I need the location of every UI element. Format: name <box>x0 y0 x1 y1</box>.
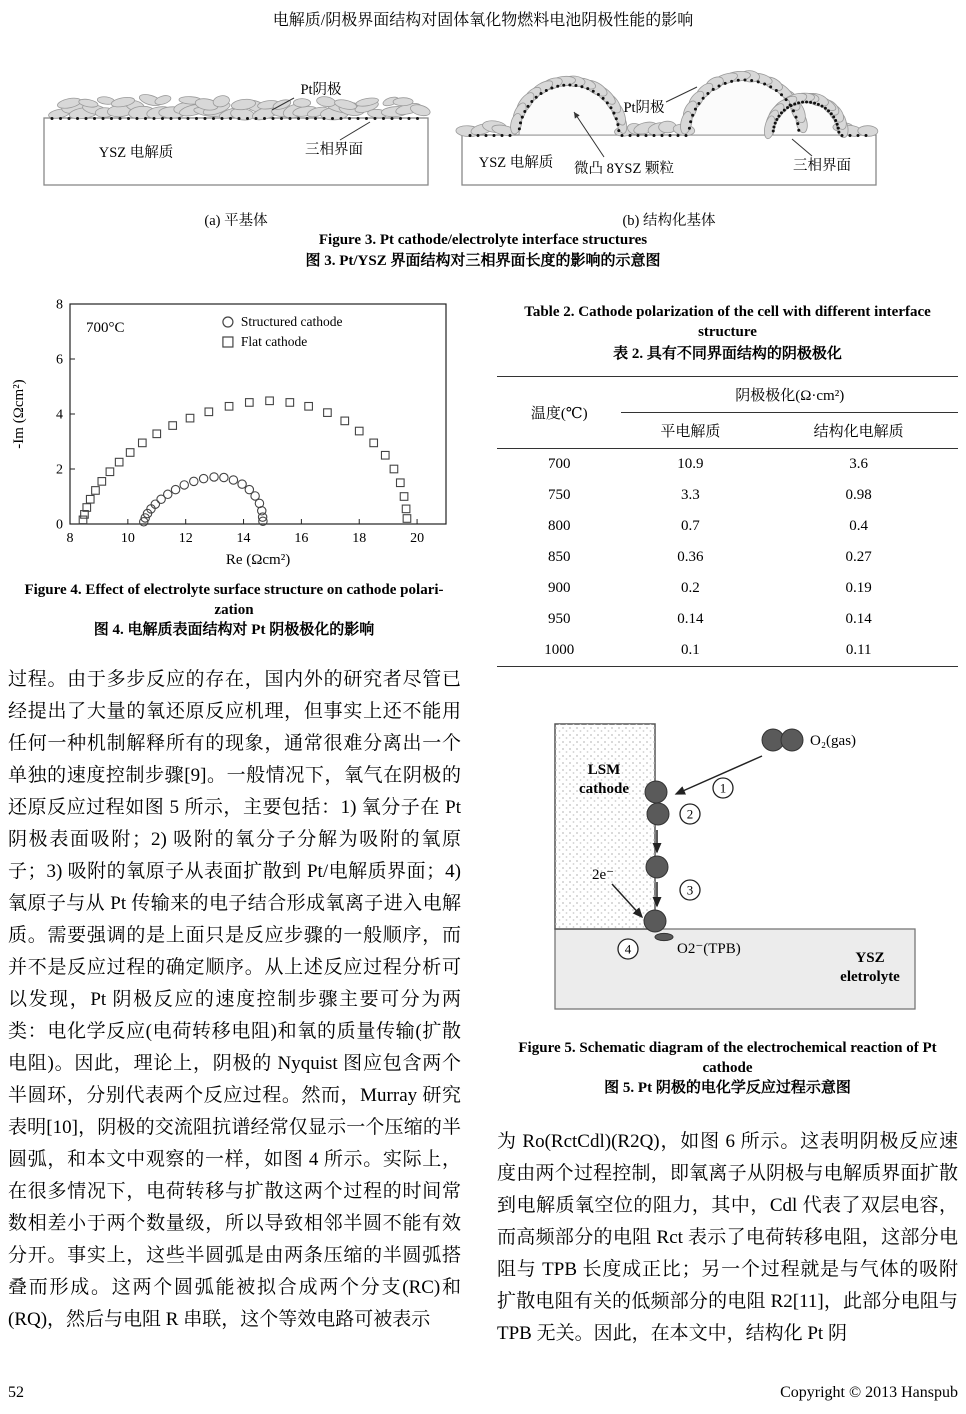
data-point <box>397 479 405 487</box>
data-point <box>238 480 246 488</box>
table-cell: 750 <box>547 487 571 503</box>
data-point <box>402 505 410 513</box>
col-header-flat: 平电解质 <box>621 413 759 449</box>
tpb-dot <box>805 101 808 104</box>
pt-particle <box>293 99 310 107</box>
tpb-dot <box>597 93 600 96</box>
data-point <box>341 417 349 425</box>
table-cell: 900 <box>547 580 571 596</box>
tpb-dot <box>93 117 96 120</box>
table-cell: 800 <box>547 518 571 534</box>
tpb-dot <box>545 89 548 92</box>
table-cell: 0.27 <box>845 549 872 565</box>
tpb-dot <box>562 84 565 87</box>
tpb-dot <box>780 111 783 114</box>
tpb-dot <box>272 117 275 120</box>
tpb-dot <box>775 89 778 92</box>
step-2-marker <box>680 804 700 824</box>
tpb-dot <box>645 134 648 137</box>
tpb-dot <box>586 87 589 90</box>
tpb-dot <box>170 117 173 120</box>
tpb-dot <box>314 117 317 120</box>
x-tick-label: 14 <box>236 531 251 546</box>
table-cell: 0.19 <box>845 580 872 596</box>
tpb-dot <box>796 122 799 125</box>
svg-text:4: 4 <box>624 941 632 957</box>
figure3-panel-a <box>36 40 436 230</box>
tpb-dot <box>612 112 615 115</box>
tpb-dot <box>255 117 258 120</box>
svg-text:3: 3 <box>686 882 694 898</box>
col-header-group: 阴极极化(Ω·cm²) <box>621 377 958 413</box>
x-tick-label: 10 <box>120 531 135 546</box>
table-row <box>497 511 958 542</box>
adsorbed-oxygen <box>647 803 669 825</box>
particle-label: 微凸 8YSZ 颗粒 <box>574 161 674 177</box>
tpb-dot <box>691 114 694 117</box>
table-cell: 0.98 <box>845 487 872 503</box>
tpb-dot <box>521 116 524 119</box>
tpb-dot <box>629 134 632 137</box>
o2-gas-label: O₂(gas) <box>810 733 857 749</box>
data-point <box>266 397 274 405</box>
legend-marker-square <box>223 337 233 347</box>
tpb-dot <box>775 118 778 121</box>
step-4-marker <box>618 939 638 959</box>
copyright: Copyright © 2013 Hanspub <box>780 1384 958 1401</box>
data-point <box>86 495 94 503</box>
data-point <box>381 451 389 459</box>
tpb-dot <box>743 79 746 82</box>
tpb-dot <box>365 117 368 120</box>
tpb-dot <box>357 117 360 120</box>
data-point <box>390 465 398 473</box>
nyquist-chart <box>8 294 460 572</box>
tpb-dot <box>685 134 688 137</box>
data-point <box>370 439 378 447</box>
panel-a-caption: (a) 平基体 <box>204 213 268 229</box>
y-tick-label: 8 <box>56 297 63 313</box>
tpb-dot <box>374 117 377 120</box>
tpb-dot <box>677 134 680 137</box>
tpb-dot <box>229 117 232 120</box>
data-point <box>229 476 237 484</box>
tpb-dot <box>161 117 164 120</box>
table-cell: 0.7 <box>681 518 700 534</box>
tpb-dot <box>792 109 795 112</box>
oxygen-ion <box>655 933 673 940</box>
tpb-dot <box>340 117 343 120</box>
x-tick-label: 18 <box>352 531 367 546</box>
figure3-caption-zh: 图 3. Pt/YSZ 界面结构对三相界面长度的影响的示意图 <box>305 253 661 269</box>
data-point <box>169 422 177 430</box>
ysz-label: YSZ 电解质 <box>478 155 554 171</box>
tpb-dot <box>535 96 538 99</box>
pt-particle <box>858 125 878 136</box>
data-point <box>286 399 294 407</box>
tpb-dot <box>76 117 79 120</box>
data-point <box>220 473 228 481</box>
col-header-temp: 温度(℃) <box>497 377 621 449</box>
data-point <box>92 487 100 495</box>
table2-block <box>497 302 958 667</box>
data-point <box>205 408 213 416</box>
tpb-dot <box>68 117 71 120</box>
figure3-panel-a-diagram <box>36 40 436 202</box>
tpb-dot <box>757 80 760 83</box>
tpb-dot <box>824 107 827 110</box>
tpb-dot <box>769 85 772 88</box>
temperature-annotation: 700°C <box>86 320 125 336</box>
svg-text:1: 1 <box>719 780 727 796</box>
tpb-label: 三相界面 <box>793 158 851 174</box>
tpb-dot <box>382 117 385 120</box>
tpb-dot <box>416 117 419 120</box>
tpb-dot <box>602 97 605 100</box>
svg-text:2: 2 <box>686 806 694 822</box>
tpb-dot <box>399 117 402 120</box>
data-point <box>171 485 179 493</box>
tpb-dot <box>136 117 139 120</box>
step-3-marker <box>680 880 700 900</box>
data-point <box>305 403 313 411</box>
tpb-dot <box>102 117 105 120</box>
y-axis-label: -Im (Ωcm²) <box>11 379 27 449</box>
figure5-caption-en: Figure 5. Schematic diagram of the electrochemical reaction of Pt cathode <box>518 1040 937 1076</box>
tpb-dot <box>813 102 816 105</box>
figure3 <box>36 40 932 230</box>
tpb-dot <box>59 117 62 120</box>
tpb-dot <box>127 117 130 120</box>
tpb-dot <box>153 117 156 120</box>
step-1-marker <box>713 778 733 798</box>
tpb-dot <box>817 103 820 106</box>
data-point <box>180 481 188 489</box>
tpb-dot <box>519 121 522 124</box>
page-number: 52 <box>8 1384 24 1401</box>
tpb-dot <box>712 88 715 91</box>
tpb-dot <box>841 134 844 137</box>
tpb-dot <box>669 134 672 137</box>
table2-title-en: Table 2. Cathode polarization of the cell with different interface structure <box>524 304 931 340</box>
table-cell: 3.3 <box>681 487 700 503</box>
table-cell: 850 <box>547 549 571 565</box>
legend-label: Flat cathode <box>240 334 308 349</box>
tpb-dot <box>297 117 300 120</box>
y-tick-label: 0 <box>56 517 63 533</box>
table-cell: 10.9 <box>677 456 704 472</box>
table-cell: 700 <box>547 456 571 472</box>
tpb-dot <box>408 117 411 120</box>
tpb-dot <box>797 129 800 132</box>
tpb-dot <box>144 117 147 120</box>
tpb-dot <box>750 79 753 82</box>
tpb-dot <box>615 117 618 120</box>
tpb-dot <box>689 120 692 123</box>
lsm-label-line1: LSM <box>587 762 621 778</box>
table-cell: 0.2 <box>681 580 700 596</box>
tpb-dot <box>509 134 512 137</box>
col-header-structured: 结构化电解质 <box>759 413 958 449</box>
tpb-dot <box>702 97 705 100</box>
data-point <box>98 478 106 486</box>
table-cell: 3.6 <box>849 456 869 472</box>
tpb-dot <box>540 92 543 95</box>
tpb-dot <box>469 134 472 137</box>
data-point <box>126 449 134 457</box>
tpb-dot <box>865 134 868 137</box>
tpb-dot <box>485 134 488 137</box>
tpb-dot <box>836 123 839 126</box>
tpb-dot <box>697 102 700 105</box>
tpb-dot <box>518 127 521 130</box>
data-point <box>153 430 161 438</box>
tpb-dot <box>772 129 775 132</box>
table-row <box>497 449 958 481</box>
tpb-dot <box>621 134 624 137</box>
tpb-dot <box>827 109 830 112</box>
table-cell: 0.4 <box>849 518 869 534</box>
x-tick-label: 12 <box>178 531 193 546</box>
oxygen-at-tpb <box>644 910 666 932</box>
tpb-dot <box>119 117 122 120</box>
panel-b-caption: (b) 结构化基体 <box>622 213 716 229</box>
tpb-dot <box>204 117 207 120</box>
tpb-dot <box>323 117 326 120</box>
tpb-dot <box>857 134 860 137</box>
tpb-dot <box>617 129 620 132</box>
data-point <box>210 473 218 481</box>
data-point <box>355 427 363 435</box>
data-point <box>186 414 194 422</box>
tpb-dot <box>238 117 241 120</box>
table-row <box>497 604 958 635</box>
lsm-label-line2: cathode <box>579 781 629 797</box>
tpb-dot <box>616 123 619 126</box>
tpb-dot <box>737 79 740 82</box>
tpb-dot <box>556 85 559 88</box>
ysz-label-line1: YSZ <box>855 950 885 966</box>
tpb-dot <box>694 108 697 111</box>
adsorbed-oxygen <box>645 781 667 803</box>
data-point <box>199 474 207 482</box>
pt-cathode-label: Pt阴极 <box>300 82 342 98</box>
lsm-cathode-texture <box>555 724 655 929</box>
tpb-dot <box>609 106 612 109</box>
tpb-dot <box>786 106 789 109</box>
x-tick-label: 8 <box>66 531 74 546</box>
figure3-panel-b <box>454 40 884 230</box>
y-tick-label: 6 <box>56 352 63 368</box>
tpb-dot <box>568 84 571 87</box>
table-row <box>497 635 958 667</box>
data-point <box>106 468 114 476</box>
legend-label: Structured cathode <box>240 314 343 329</box>
data-point <box>190 477 198 485</box>
x-tick-label: 16 <box>294 531 309 546</box>
data-point <box>164 490 172 498</box>
oxygen-atom <box>646 856 668 878</box>
tpb-dot <box>280 117 283 120</box>
tpb-dot <box>797 101 800 104</box>
tpb-dot <box>795 116 798 119</box>
figure4-caption-zh: 图 4. 电解质表面结构对 Pt 阴极极化的影响 <box>93 622 375 638</box>
tpb-dot <box>574 84 577 87</box>
tpb-dot <box>331 117 334 120</box>
data-point <box>403 515 411 523</box>
tpb-dot <box>110 117 113 120</box>
tpb-dot <box>718 84 721 87</box>
table-cell: 1000 <box>544 642 575 658</box>
o2-molecule-atom <box>781 729 803 751</box>
tpb-dot <box>837 127 840 130</box>
ysz-label: YSZ 电解质 <box>98 145 174 161</box>
tpb-dot <box>661 134 664 137</box>
legend-marker-circle <box>223 317 233 327</box>
figure5 <box>540 712 940 1029</box>
tpb-dot <box>477 134 480 137</box>
tpb-dot <box>501 134 504 137</box>
tpb-dot <box>780 93 783 96</box>
table2-title-zh: 表 2. 具有不同界面结构的阴极极化 <box>613 346 842 362</box>
tpb-label: 三相界面 <box>305 142 363 158</box>
tpb-dot <box>820 105 823 108</box>
tpb-label: O2⁻(TPB) <box>677 941 741 957</box>
tpb-dot <box>653 134 656 137</box>
tpb-dot <box>606 101 609 104</box>
body-left-column: 过程。由于多步反应的存在，国内外的研究者尽管已经提出了大量的氧还原反应机理，但事实上还不能用任何一种机制解释所有的现象，通常很难分离出一个单独的速度控制步骤[9]。一般情况下，氧气在阴极的还原反应过程如图 5 所示，主要包括：1) 氧分子在 Pt 阴极表面吸附；2) 吸附的氧分子分解为吸附的氧原子；3) 吸附的氧原子从表面扩散到 Pt/电解质界面；4) 氧原子与从 Pt 传输来的电子结合形成氧离子进入电解质。需要强调的是上面只是反应步骤的一般顺序，而并不是反应过程的确定顺序。从上述反应过程分析可以发现，Pt 阴极反应的速度控制步骤主要可分为两类：电化学反应(电荷转移电阻)和氧的质量传输(扩散电阻)。因此，理论上，阴极的 Nyquist 图应包含两个半圆环，分别代表两个反应过程。然而，Murray 研究表明[10]，阴极的交流阻抗谱经常仅显示一个压缩的半圆弧，和本文中观察的一样，如图 4 所示。实际上，在很多情况下，电荷转移与扩散这两个过程的时间常数相差小于两个数量级，所以导致相邻半圆不能有效分开。事实上，这些半圆弧是由两条压缩的半圆弧搭叠而形成。这两个圆弧能被拟合成两个分支(RC)和(RQ)，然后与电阻 R 串联，这个等效电路可被表示 <box>8 669 461 1330</box>
ysz-label-line2: eletrolyte <box>840 969 900 985</box>
tpb-dot <box>493 134 496 137</box>
tpb-dot <box>51 117 54 120</box>
tpb-dot <box>212 117 215 120</box>
data-point <box>246 399 254 407</box>
tpb-dot <box>263 117 266 120</box>
tpb-dot <box>772 126 775 129</box>
table-row <box>497 480 958 511</box>
tpb-dot <box>790 104 793 107</box>
table-cell: 0.14 <box>677 611 704 627</box>
tpb-dot <box>289 117 292 120</box>
table-cell: 0.36 <box>677 549 704 565</box>
tpb-dot <box>348 117 351 120</box>
data-point <box>115 458 123 466</box>
tpb-dot <box>706 92 709 95</box>
data-point <box>139 439 147 447</box>
tpb-dot <box>832 116 835 119</box>
tpb-dot <box>785 98 788 101</box>
tpb-dot <box>187 117 190 120</box>
x-axis-label: Re (Ωcm²) <box>225 552 291 568</box>
tpb-dot <box>763 83 766 86</box>
body-right-column: 为 Ro(RctCdl)(R2Q)，如图 6 所示。这表明阴极反应速度由两个过程控制，即氧离子从阴极与电解质界面扩散到电解质氧空位的阻力，其中，Cdl 代表了双层电容，而高频部分的电阻 Rct 表示了电荷转移电阻，这部分电阻与 TPB 长度成正比；另一个过程就是与气体的吸附扩散电阻有关的低频部分的电阻 R2[11]，此部分电阻与 TPB 无关。因此，在本文中，结构化 Pt 阴 <box>497 1131 958 1344</box>
tpb-dot <box>834 119 837 122</box>
tpb-dot <box>688 127 691 130</box>
figure3-caption-en: Figure 3. Pt cathode/electrolyte interface structures <box>318 232 648 248</box>
tpb-dot <box>391 117 394 120</box>
pt-cathode-label: Pt阴极 <box>623 100 665 116</box>
figure4 <box>8 294 460 577</box>
data-point <box>324 409 332 417</box>
tpb-dot <box>724 82 727 85</box>
tpb-dot <box>530 100 533 103</box>
tpb-dot <box>793 102 796 105</box>
y-tick-label: 2 <box>56 462 63 478</box>
tpb-dot <box>550 87 553 90</box>
y-tick-label: 4 <box>56 407 63 423</box>
tpb-dot <box>195 117 198 120</box>
tpb-dot <box>527 105 530 108</box>
table-cell: 950 <box>547 611 571 627</box>
tpb-dot <box>783 109 786 112</box>
electron-label: 2e⁻ <box>592 867 615 883</box>
tpb-dot <box>774 122 777 125</box>
x-tick-label: 20 <box>410 531 425 546</box>
pt-particle <box>154 94 172 106</box>
tpb-dot <box>637 134 640 137</box>
table-cell: 0.1 <box>681 642 700 658</box>
table-cell: 0.14 <box>845 611 872 627</box>
table-row <box>497 542 958 573</box>
tpb-dot <box>592 90 595 93</box>
tpb-dot <box>580 85 583 88</box>
tpb-dot <box>801 101 804 104</box>
tpb-dot <box>178 117 181 120</box>
pt-particle <box>393 98 413 106</box>
figure5-caption-zh: 图 5. Pt 阴极的电化学反应过程示意图 <box>604 1080 851 1096</box>
tpb-dot <box>306 117 309 120</box>
tpb-dot <box>777 115 780 118</box>
running-head: 电解质/阴极界面结构对固体氧化物燃料电池阴极性能的影响 <box>272 12 694 29</box>
table2 <box>497 376 958 667</box>
table-row <box>497 573 958 604</box>
tpb-dot <box>246 117 249 120</box>
tpb-dot <box>849 134 852 137</box>
figure4-caption-en: Figure 4. Effect of electrolyte surface structure on cathode polari-zation <box>24 582 444 618</box>
tpb-dot <box>85 117 88 120</box>
table-cell: 0.11 <box>845 642 872 658</box>
tpb-dot <box>221 117 224 120</box>
data-point <box>400 493 408 501</box>
tpb-dot <box>830 112 833 115</box>
figure3-panel-b-diagram <box>454 40 884 202</box>
tpb-dot <box>523 110 526 113</box>
tpb-dot <box>837 131 840 134</box>
tpb-dot <box>809 101 812 104</box>
tpb-dot <box>730 80 733 83</box>
figure5-diagram <box>540 712 940 1024</box>
data-point <box>225 403 233 411</box>
